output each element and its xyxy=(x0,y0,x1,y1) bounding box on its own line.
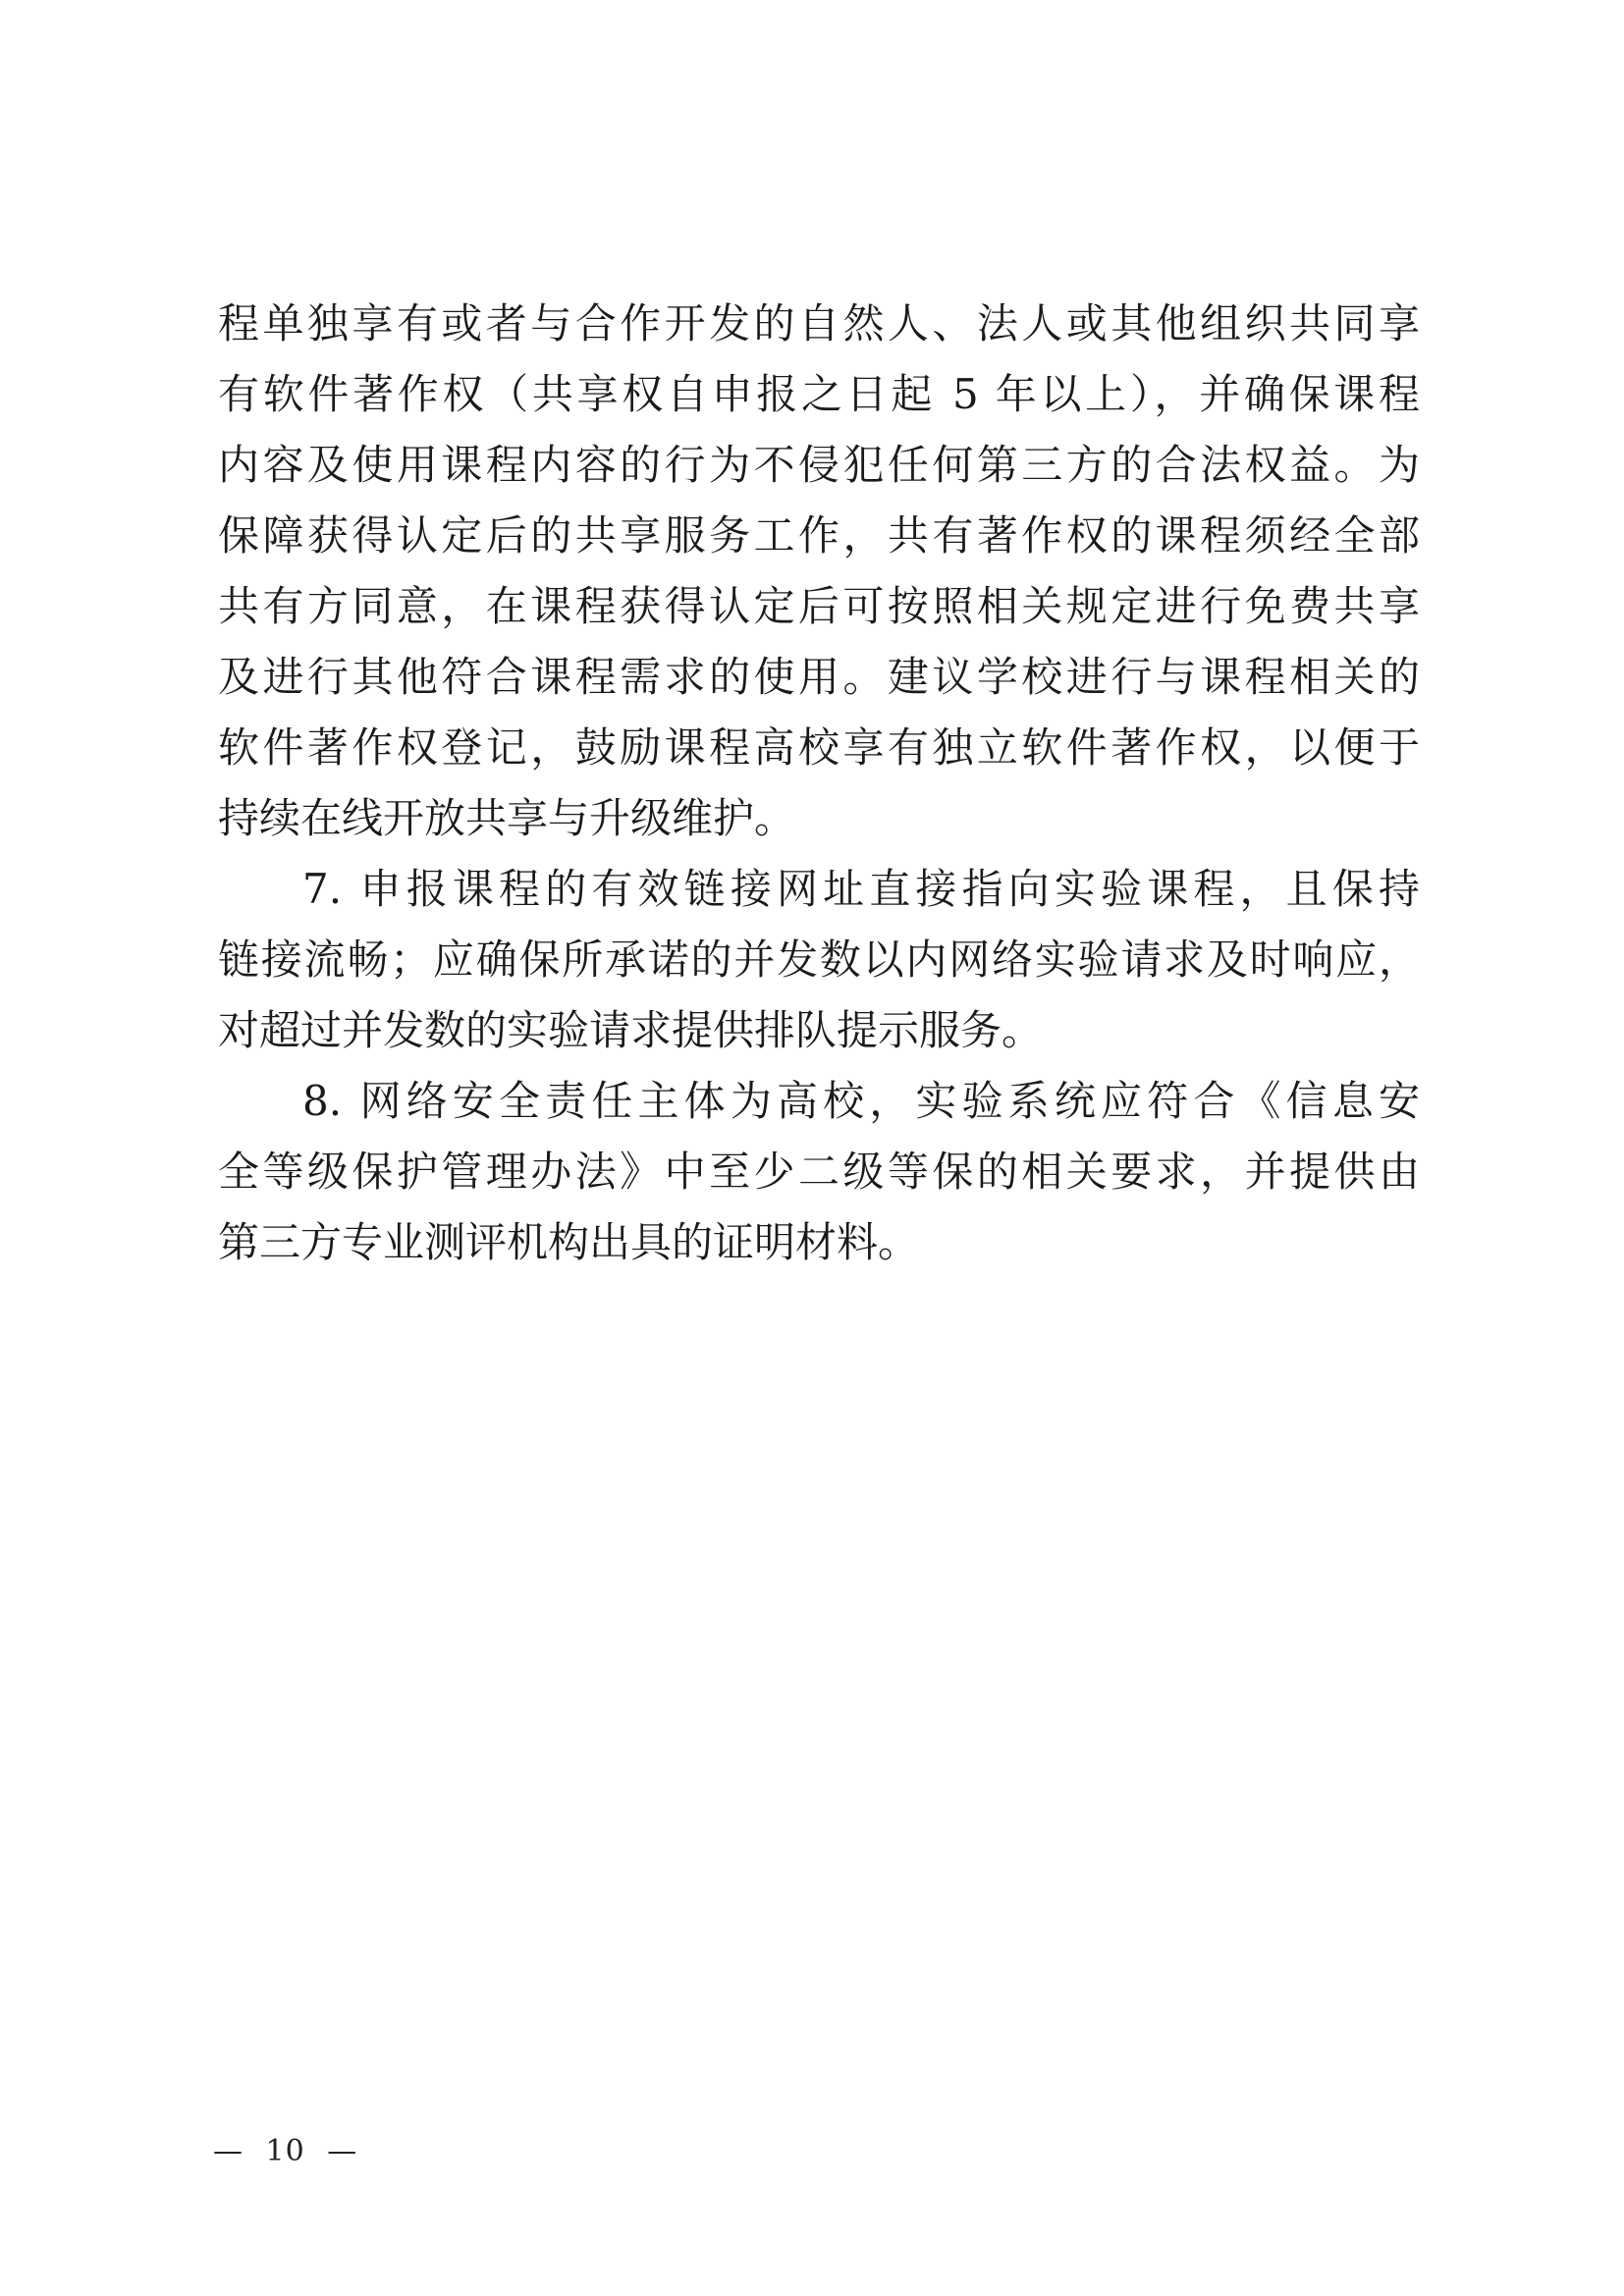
document-line: 8. 网络安全责任主体为高校，实验系统应符合《信息安 xyxy=(302,1077,1420,1125)
paragraph-item-8 xyxy=(218,1066,1420,1278)
document-line: 全等级保护管理办法》中至少二级等保的相关要求，并提供由 xyxy=(218,1148,1420,1196)
page-footer xyxy=(213,2132,357,2171)
document-line: 第三方专业测评机构出具的证明材料。 xyxy=(218,1218,920,1266)
document-line: 7. 申报课程的有效链接网址直接指向实验课程，且保持 xyxy=(302,865,1420,913)
page-number: — 10 — xyxy=(213,2134,358,2168)
document-line: 共有方同意，在课程获得认定后可按照相关规定进行免费共享 xyxy=(218,582,1420,630)
document-line: 持续在线开放共享与升级维护。 xyxy=(218,794,796,842)
document-line: 程单独享有或者与合作开发的自然人、法人或其他组织共同享 xyxy=(218,299,1420,347)
document-line: 链接流畅；应确保所承诺的并发数以内网络实验请求及时响应， xyxy=(218,935,1420,984)
document-line: 及进行其他符合课程需求的使用。建议学校进行与课程相关的 xyxy=(218,653,1420,701)
document-line: 有软件著作权（共享权自申报之日起 5 年以上），并确保课程 xyxy=(218,370,1420,418)
document-body xyxy=(218,289,1420,1278)
paragraph-continuation xyxy=(218,289,1420,854)
paragraph-item-7 xyxy=(218,854,1420,1066)
document-line: 软件著作权登记，鼓励课程高校享有独立软件著作权，以便于 xyxy=(218,723,1420,772)
document-line: 对超过并发数的实验请求提供排队提示服务。 xyxy=(218,1006,1044,1054)
document-line: 保障获得认定后的共享服务工作，共有著作权的课程须经全部 xyxy=(218,511,1420,560)
document-line: 内容及使用课程内容的行为不侵犯任何第三方的合法权益。为 xyxy=(218,441,1420,489)
